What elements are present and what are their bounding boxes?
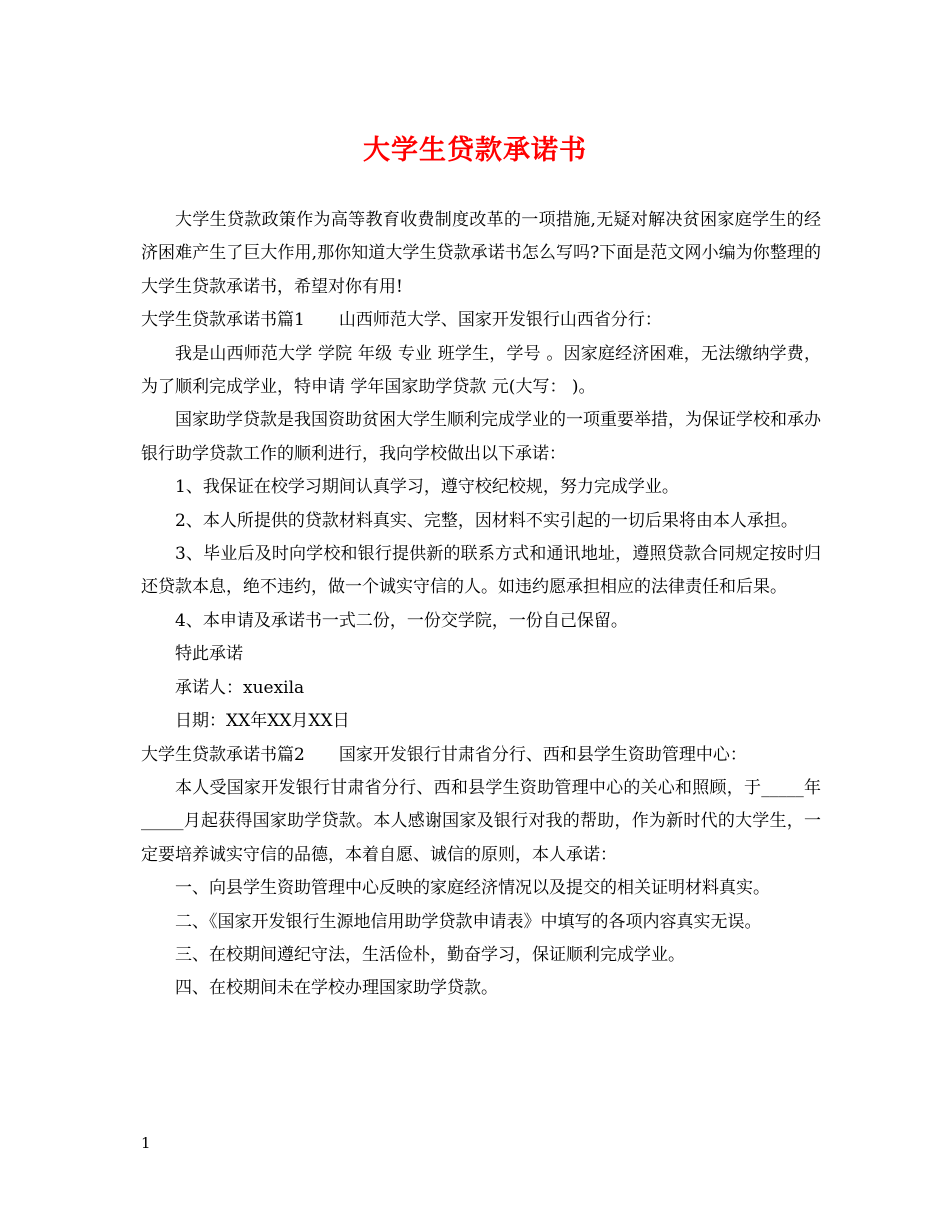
section2-item-2: 二、《国家开发银行生源地信用助学贷款申请表》中填写的各项内容真实无误。 (175, 911, 762, 932)
section2-paragraph-1: 本人受国家开发银行甘肃省分行、西和县学生资助管理中心的关心和照顾，于_____年_____月起获得国家助学贷款。本人感谢国家及银行对我的帮助，作为新时代的大学生，一定要培养诚实守信的品德，本着自愿、诚信的原则，本人承诺： (141, 777, 821, 865)
section1-closing: 特此承诺 (175, 644, 243, 665)
section2-item-1: 一、向县学生资助管理中心反映的家庭经济情况以及提交的相关证明材料真实。 (175, 878, 770, 899)
section1-paragraph-2: 国家助学贷款是我国资助贫困大学生顺利完成学业的一项重要举措，为保证学校和承办银行助学贷款工作的顺利进行，我向学校做出以下承诺： (141, 410, 821, 464)
section1-item-2: 2、本人所提供的贷款材料真实、完整，因材料不实引起的一切后果将由本人承担。 (175, 510, 798, 531)
section1-paragraph-1: 我是山西师范大学 学院 年级 专业 班学生，学号 。因家庭经济困难，无法缴纳学费，为了顺利完成学业，特申请 学年国家助学贷款 元(大写： )。 (141, 343, 821, 398)
section1-date: 日期：XX年XX月XX日 (175, 711, 350, 732)
section1-item-3: 3、毕业后及时向学校和银行提供新的联系方式和通讯地址，遵照贷款合同规定按时归还贷款本息，绝不违约，做一个诚实守信的人。如违约愿承担相应的法律责任和后果。 (141, 544, 821, 598)
page-number: 1 (141, 1134, 151, 1152)
document-body (141, 204, 821, 1006)
section2-item-3: 三、在校期间遵纪守法，生活俭朴，勤奋学习，保证顺利完成学业。 (175, 944, 685, 965)
section1-item-4: 4、本申请及承诺书一式二份，一份交学院，一份自己保留。 (175, 610, 628, 631)
document-title: 大学生贷款承诺书 (363, 135, 587, 166)
section1-promisor: 承诺人：xuexila (175, 677, 305, 698)
section1-item-1: 1、我保证在校学习期间认真学习，遵守校纪校规，努力完成学业。 (175, 477, 679, 498)
intro-paragraph: 大学生贷款政策作为高等教育收费制度改革的一项措施,无疑对解决贫困家庭学生的经济困难产生了巨大作用,那你知道大学生贷款承诺书怎么写吗?下面是范文网小编为你整理的大学生贷款承诺书，希望对你有用! (141, 210, 821, 297)
section2-item-4: 四、在校期间未在学校办理国家助学贷款。 (175, 978, 498, 999)
section2-heading: 大学生贷款承诺书篇2 国家开发银行甘肃省分行、西和县学生资助管理中心： (141, 744, 747, 765)
section1-heading: 大学生贷款承诺书篇1 山西师范大学、国家开发银行山西省分行： (141, 310, 662, 331)
